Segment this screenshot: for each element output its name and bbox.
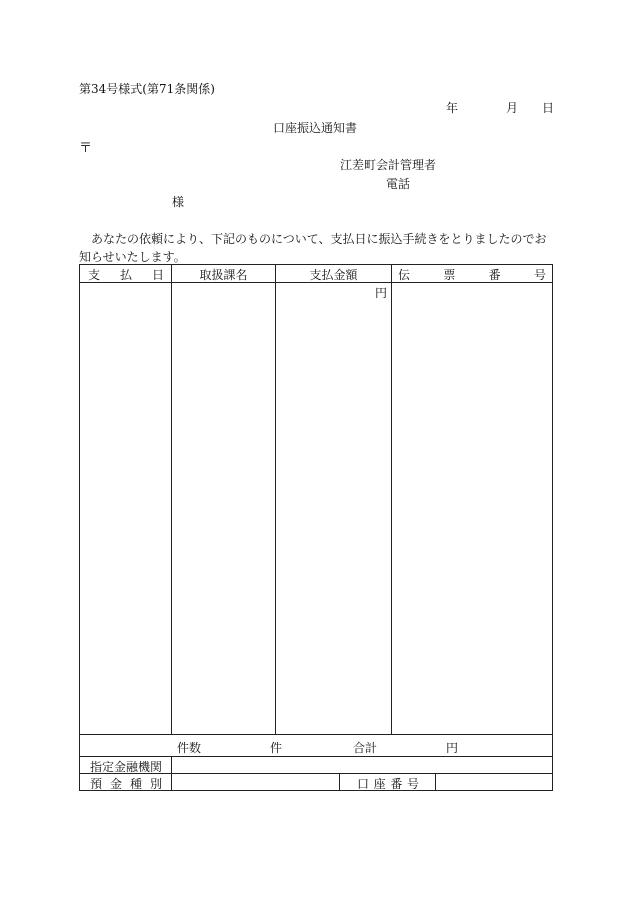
document-title: 口座振込通知書: [272, 121, 357, 135]
deposit-type-label: 預 金 種 別: [90, 777, 162, 791]
col-divider-3: [391, 265, 392, 734]
transfer-table: [79, 264, 553, 791]
header-department: 取扱課名: [199, 268, 248, 282]
label-divider: [171, 756, 172, 791]
amount-unit: 円: [375, 286, 388, 300]
total-label: 合計: [353, 741, 378, 755]
date-month: 月: [506, 101, 519, 115]
total-unit: 円: [446, 741, 459, 755]
account-number-label: 口 座 番 号: [357, 777, 419, 791]
header-amount: 支払金額: [309, 268, 358, 282]
col-divider-1: [171, 265, 172, 734]
phone-label: 電話: [386, 177, 411, 191]
count-unit: 件: [270, 741, 283, 755]
date-year: 年: [446, 101, 459, 115]
count-label: 件数: [177, 741, 202, 755]
postal-mark: 〒: [79, 141, 93, 156]
date-day: 日: [542, 101, 555, 115]
summary-row-divider: [80, 756, 552, 757]
honorific: 様: [172, 195, 185, 209]
col-divider-2: [275, 265, 276, 734]
account-divider: [435, 773, 436, 791]
form-id: 第34号様式(第71条関係): [79, 82, 215, 96]
deposit-divider: [339, 773, 340, 791]
date-line: [446, 99, 554, 116]
header-payment-date: 支 払 日: [88, 268, 164, 282]
body-bottom-divider: [80, 734, 552, 735]
header-voucher-number: 伝 票 番 号: [398, 268, 546, 282]
body-text: あなたの依頼により、下記のものについて、支払日に振込手続きをとりましたのでお知らせいたします。: [79, 232, 547, 264]
issuer: 江差町会計管理者: [340, 158, 437, 172]
bank-label: 指定金融機関: [90, 760, 163, 774]
